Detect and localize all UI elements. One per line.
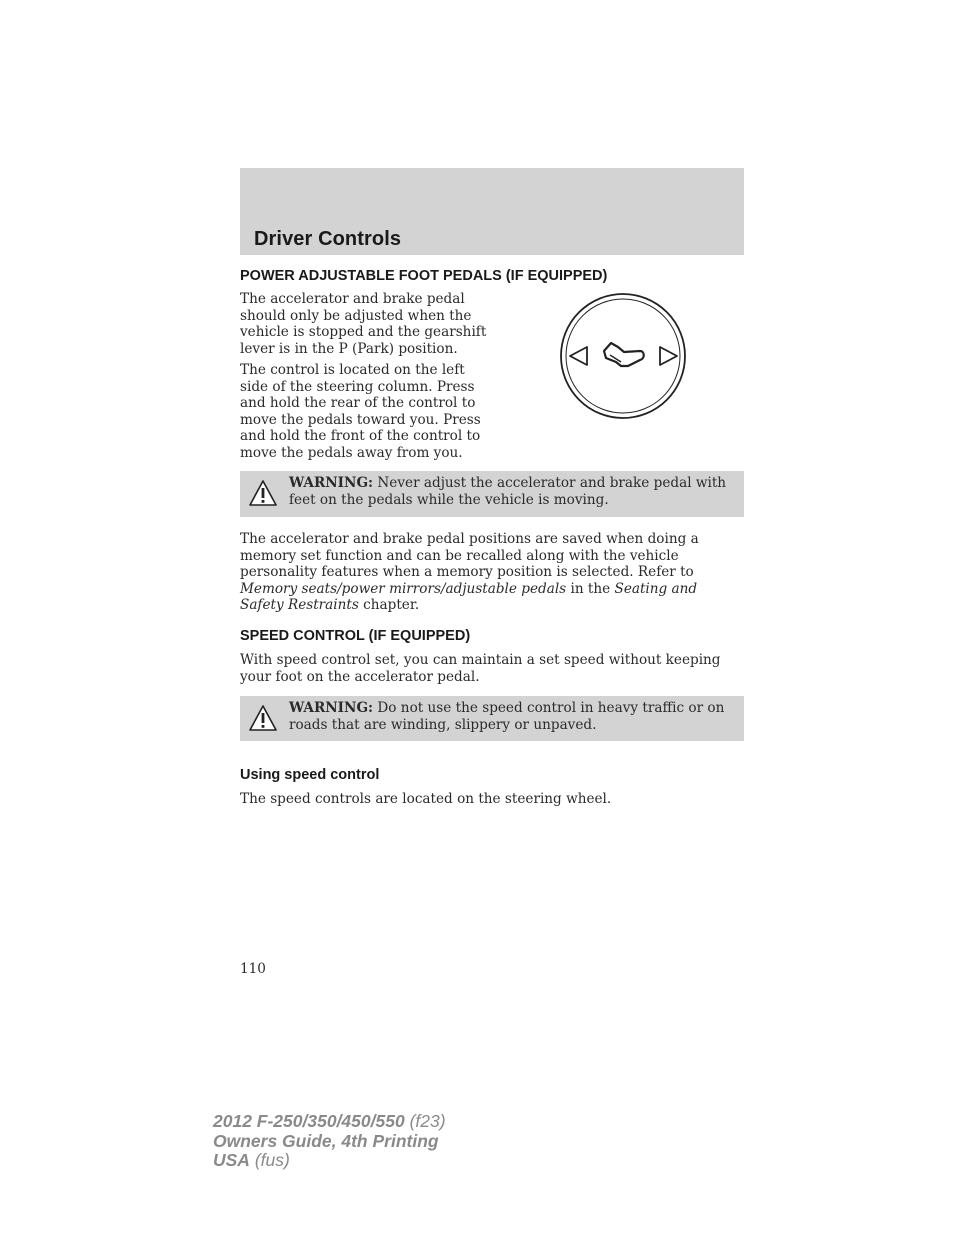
seating-chapter-reference: Safety Restraints bbox=[240, 597, 359, 613]
chapter-title: Driver Controls bbox=[254, 228, 402, 250]
document-footer: 2012 F-250/350/450/550 (f23) Owners Guide, 4th Printing USA (fus) bbox=[213, 1111, 446, 1170]
chapter-header-band bbox=[240, 168, 744, 255]
warning-label: WARNING: bbox=[289, 475, 374, 491]
subheading-using-speed-control: Using speed control bbox=[240, 767, 380, 783]
page-number: 110 bbox=[240, 961, 266, 977]
warning-box-speed-control bbox=[240, 696, 744, 741]
section-heading-foot-pedals: POWER ADJUSTABLE FOOT PEDALS (IF EQUIPPED) bbox=[240, 268, 608, 284]
pedals-paragraph-1: The accelerator and brake pedal should only be adjusted when the vehicle is stopped and the gearshift lever is in the P (Park) position. bbox=[240, 291, 487, 357]
warning-label: WARNING: bbox=[289, 700, 374, 716]
pedals-paragraph-2: The control is located on the left side of the steering column. Press and hold the rear of the control to move the pedals toward you. Press and hold the front of the control to move the pedals away from you. bbox=[240, 362, 481, 461]
section-heading-speed-control: SPEED CONTROL (IF EQUIPPED) bbox=[240, 628, 471, 644]
speed-control-paragraph-1: With speed control set, you can maintain a set speed without keeping your foot on the accelerator pedal. bbox=[240, 652, 721, 685]
warning-text-speed-control: WARNING: Do not use the speed control in heavy traffic or on roads that are winding, slippery or unpaved. bbox=[289, 700, 725, 733]
pedals-paragraph-3: The accelerator and brake pedal positions are saved when doing a memory set function and can be recalled along with the vehicle personality features when a memory position is selected. Refer to Memory seats/power mirrors/adjustable pedals in the Seating and Safety Restraints chapter. bbox=[240, 531, 699, 613]
warning-triangle-icon bbox=[248, 479, 278, 507]
warning-triangle-icon bbox=[248, 704, 278, 732]
warning-text-pedals: WARNING: Never adjust the accelerator and brake pedal with feet on the pedals while the vehicle is moving. bbox=[289, 475, 727, 508]
adjustable-pedal-control-icon bbox=[558, 293, 688, 423]
memory-seats-reference: Memory seats/power mirrors/adjustable pedals bbox=[240, 580, 567, 597]
warning-box-pedals bbox=[240, 471, 744, 517]
speed-control-paragraph-2: The speed controls are located on the steering wheel. bbox=[240, 791, 612, 807]
